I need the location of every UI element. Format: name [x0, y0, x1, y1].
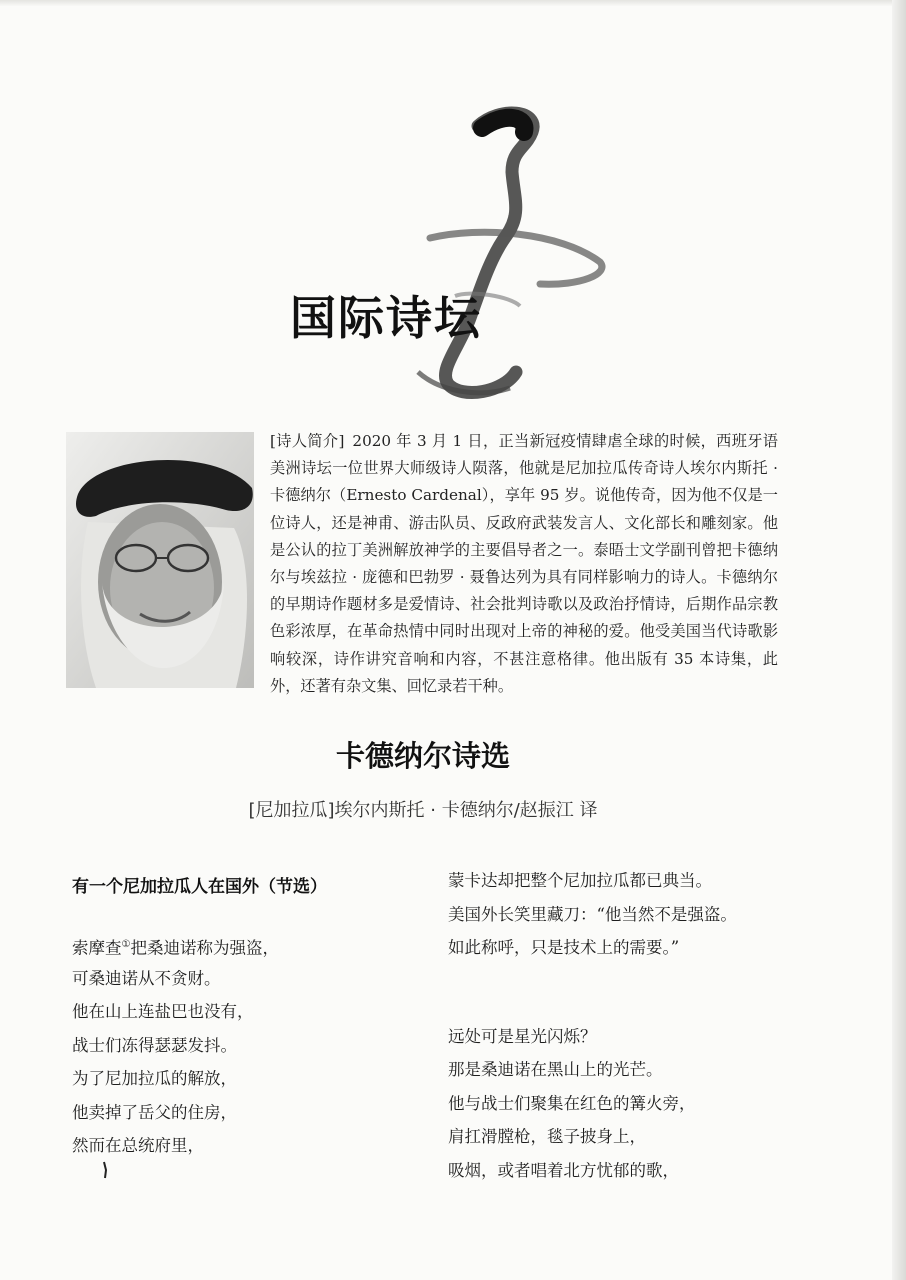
poem-line: 那是桑迪诺在黑山上的光芒。 [448, 1060, 663, 1079]
poem-line: 然而在总统府里， [72, 1136, 204, 1155]
poem-line: 肩扛滑膛枪，毯子披身上， [448, 1127, 646, 1146]
bio-tag: [诗人简介] [270, 432, 345, 450]
poet-bio [270, 428, 778, 700]
poem-right-column [448, 864, 737, 1187]
poem-subtitle: 有一个尼加拉瓜人在国外（节选） [72, 877, 327, 897]
poem-line: 如此称呼，只是技术上的需要。” [448, 938, 680, 957]
poem-line: 蒙卡达却把整个尼加拉瓜都已典当。 [448, 871, 712, 890]
stanza-break [448, 965, 737, 1020]
author-translator-byline: [尼加拉瓜]埃尔内斯托 · 卡德纳尔/赵振江 译 [248, 800, 598, 821]
poem-line: 他与战士们聚集在红色的篝火旁， [448, 1093, 696, 1113]
poem-line: 远处可是星光闪烁？ [448, 1026, 597, 1046]
poem-line: 美国外长笑里藏刀：“他当然不是强盗。 [448, 904, 737, 924]
bio-text: 2020 年 3 月 1 日，正当新冠疫情肆虐全球的时候，西班牙语美洲诗坛一位世界大师级诗人陨落，他就是尼加拉瓜传奇诗人埃尔内斯托 · 卡德纳尔（Ernesto Cardenal），享年 95 岁。说他传奇，因为他不仅是一位诗人，还是神甫、游击队员、反政府武装发言人、文化部长和雕刻家。他是公认的拉丁美洲解放神学的主要倡导者之一。泰晤士文学副刊曾把卡德纳尔与埃兹拉 · 庞德和巴勃罗 · 聂鲁达列为具有同样影响力的诗人。卡德纳尔的早期诗作题材多是爱情诗、社会批判诗歌以及政治抒情诗，后期作品宗教色彩浓厚，在革命热情中同时出现对上帝的神秘的爱。他受美国当代诗歌影响较深，诗作讲究音响和内容，不甚注意格律。他出版有 35 本诗集，此外，还著有杂文集、回忆录若干种。 [270, 432, 778, 695]
poem-line: 他卖掉了岳父的住房， [72, 1102, 237, 1122]
poem-left-column [72, 928, 279, 1163]
poem-line: 战士们冻得瑟瑟发抖。 [72, 1035, 237, 1055]
poem-line: 吸烟，或者唱着北方忧郁的歌， [448, 1160, 679, 1180]
footnote-marker: ① [121, 939, 131, 950]
poem-line: 可桑迪诺从不贪财。 [72, 968, 221, 988]
scan-speck-mark [100, 1160, 112, 1182]
poem-line: 为了尼加拉瓜的解放， [72, 1069, 237, 1088]
collection-title: 卡德纳尔诗选 [335, 739, 510, 773]
poem-line-text-a: 索摩查 [72, 938, 122, 958]
poem-line: 他在山上连盐巴也没有， [72, 1002, 254, 1021]
calligraphy-brush-decoration [0, 0, 906, 420]
section-title: 国际诗坛 [290, 291, 482, 345]
poem-line-text-b: 把桑迪诺称为强盗， [130, 938, 279, 958]
poem-line [72, 928, 279, 962]
poet-portrait-photo [66, 432, 254, 688]
